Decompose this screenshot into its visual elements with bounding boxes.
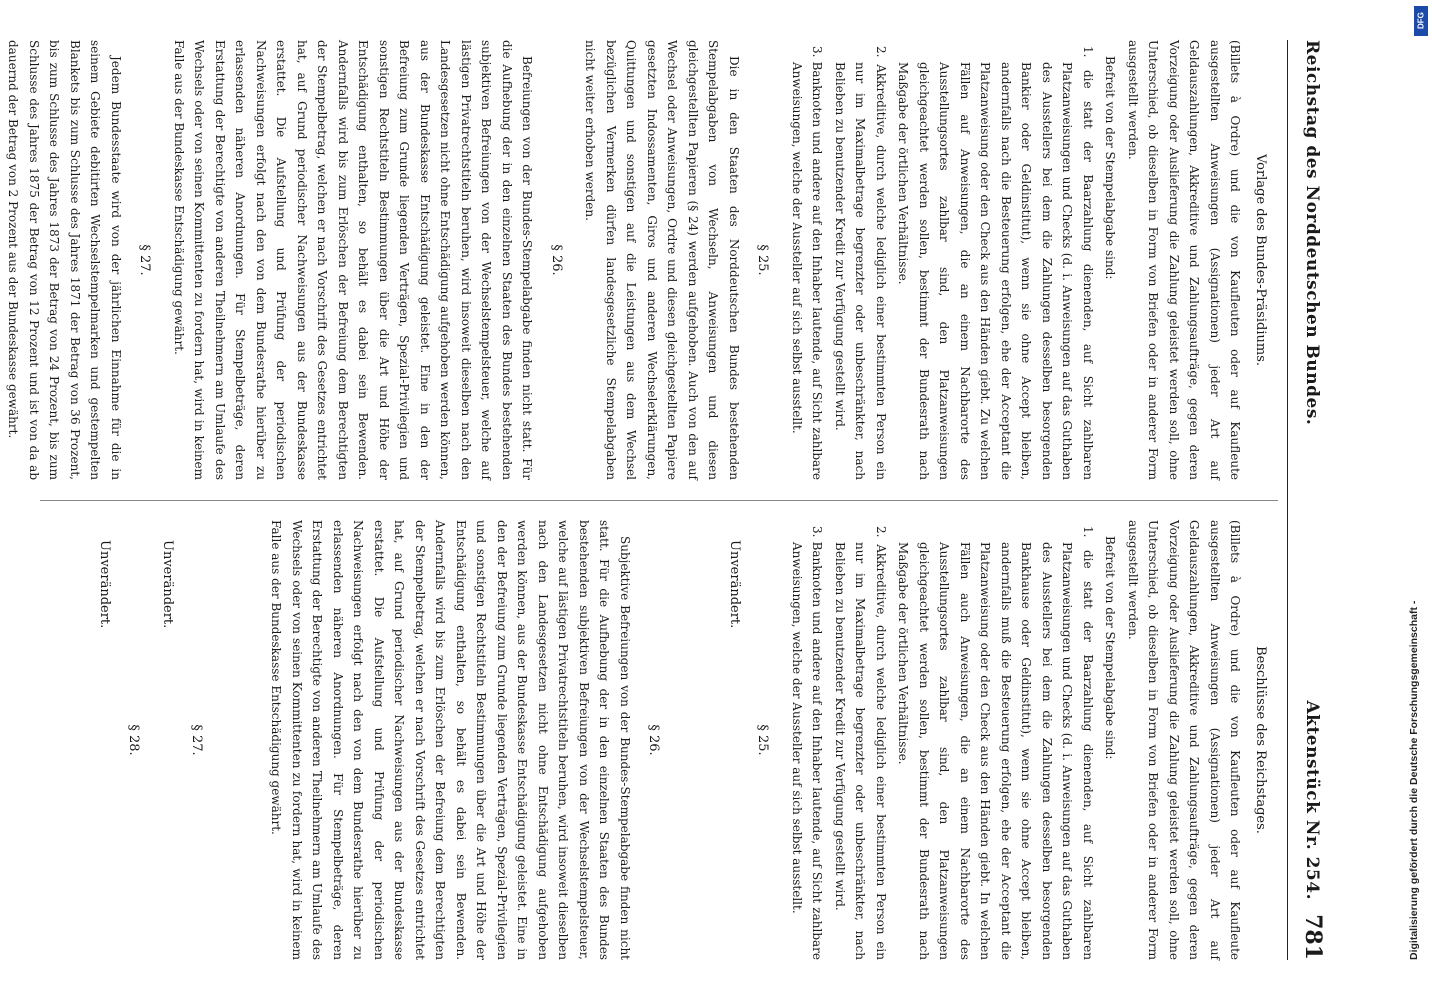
left-column bbox=[6, 40, 1270, 480]
section-heading: § 26. bbox=[646, 724, 662, 756]
dfg-logo: DFG bbox=[1414, 6, 1428, 36]
list-item: 2. Akkreditive, durch welche lediglich einer bestimmten Person ein nur im Maximalbetrage begrenzter oder unbeschränkter, nach Belieben zu benutzender Kredit zur Verfügung gestellt wird. bbox=[833, 526, 888, 960]
digitization-credit: Digitalisierung gefördert durch die Deutsche Forschungsgemeinschaft - bbox=[1408, 600, 1420, 960]
list-item: 3. Banknoten und andere auf den Inhaber lautende, auf Sicht zahlbare Anweisungen, welche der Aussteller auf sich selbst ausstellt. bbox=[790, 46, 825, 480]
running-title-right: Aktenstück Nr. 254. bbox=[1302, 700, 1322, 900]
section-heading: § 25. bbox=[755, 724, 771, 756]
unchanged-note: Unverändert. bbox=[160, 540, 176, 629]
section-heading: § 27. bbox=[189, 724, 204, 756]
section-heading: § 26. bbox=[549, 244, 564, 276]
paragraph: Befreit von der Stempelabgabe sind: bbox=[1103, 536, 1118, 760]
paragraph: (Billets à Ordre) und die von Kaufleuten oder auf Kaufleute ausgestellten Anweisungen (Assignationen) jeder Art auf Geldauszahlungen, Akkreditive und Zahlungsaufträge, gegen deren Vorzeigung oder Auslieferung die Zahlung geleistet werden soll, ohne Unterschied, ob dieselben in Form von Briefen oder in anderer Form ausgestellt werden. bbox=[1126, 40, 1243, 480]
section-text: Jedem Bundesstaate wird von der jährlichen Einnahme für die in seinem Gebiete debitirten Wechselstempelmarken und gestempelten Blankets bis zum Schlusse des Jahres 1871 der Betrag von 36 Prozent, bis zum Schlusse des Jahres 1873 der Betrag von 24 Prozent, bis zum Schlusse des Jahres 1875 der Betrag von 12 Prozent und ist von da ab dauernd der Betrag von 2 Prozent aus der Bundeskasse gewährt. bbox=[6, 40, 123, 480]
right-column bbox=[40, 520, 1270, 960]
section-heading: § 25. bbox=[755, 244, 771, 276]
unchanged-note: Unverändert. bbox=[97, 540, 113, 629]
section-text: Befreiungen von der Bundes-Stempelabgabe finden nicht statt. Für die Aufhebung der in den einzelnen Staaten des Bundes bestehenden subjektiven Befreiungen von der Wechselstempelsteuer, welche auf lästigen Privatrechtstiteln beruhen, wird insoweit dieselben nach den Landesgesetzen nicht ohne Entschädigung aufgehoben werden können, aus der Bundeskasse Entschädigung geleistet. Eine in den der Befreiung zum Grunde liegenden Verträgen, Spezial-Privilegien und sonstigen Rechtstiteln Bestimmungen über die Art und Höhe der Entschädigung enthalten, so behält es dabei sein Bewenden. Andernfalls wird bis zum Erlöschen der Befreiung dem Berechtigten der Stempelbetrag, welchen er nach Vorschrift des Gesetzes entrichtet hat, auf Grund periodischer Nachweisungen aus der Bundeskasse erstattet. Die Aufstellung und Prüfung der periodischen Nachweisungen erfolgt nach den von dem Bundesrathe hierüber zu erlassenden näheren Anordnungen. Für Stempelbeträge, deren Erstattung der Berechtigte von anderen Theilnehmern am Umlaufe des Wechsels oder von seinen Kommittenten zu fordern hat, wird in keinem Falle aus der Bundeskasse Entschädigung gewährt. bbox=[172, 40, 535, 480]
section-text: Die in den Staaten des Norddeutschen Bundes bestehenden Stempelabgaben von Wechseln, Anweisungen und diesen gleichgestellten Papieren (§ 24) werden aufgehoben. Auch von den auf Wechsel oder Anweisungen, Ordre und diesen gleichgestellten Papiere gesetzten Indossamenten, Giros und anderen Wechselerklärungen, Quittungen und sonstigen auf die Leistungen aus dem Wechsel bezüglichen Vermerken dürfen landesgesetzliche Stempelabgaben nicht weiter erhoben werden. bbox=[583, 40, 741, 480]
paragraph: (Billets à Ordre) und die von Kaufleuten oder auf Kaufleute ausgestellten Anweisungen (Assignationen) jeder Art auf Geldauszahlungen, Akkreditive und Zahlungsaufträge, gegen deren Vorzeigung oder Auslieferung die Zahlung geleistet werden soll, ohne Unterschied, ob dieselben in Form von Briefen oder in anderer Form ausgestellt werden. bbox=[1126, 520, 1243, 960]
list-item: 1. die statt der Baarzahlung dienenden, auf Sicht zahlbaren Platzanweisungen und Checks (d. i. Anweisungen auf das Guthaben des Ausstellers bei dem die Zahlungen desselben besorgenden Bankier oder Geldinstitut), wenn sie ohne Accept bleiben, andernfalls nach die Besteuerung erfolgen, ehe der Acceptant die Platzanweisung oder den Check aus den Händen giebt. Zu welchen Fällen auf Anweisungen, die an einem Nachbarorte des Ausstellungsortes zahlbar sind, den Platzanweisungen gleichgeachtet werden sollen, bestimmt der Bundesrath nach Maßgabe der örtlichen Verhältnisse. bbox=[896, 46, 1095, 480]
header-rule bbox=[1287, 40, 1288, 960]
column-heading: Beschlüsse des Reichstages. bbox=[1253, 646, 1268, 834]
column-heading: Vorlage des Bundes-Präsidiums. bbox=[1253, 153, 1268, 366]
unchanged-note: Unverändert. bbox=[727, 540, 742, 629]
section-heading: § 28. bbox=[126, 724, 141, 756]
running-title-left: Reichstag des Norddeutschen Bundes. bbox=[1302, 40, 1322, 426]
list-item: 3. Banknoten und andere auf den Inhaber lautende, auf Sicht zahlbare Anweisungen, welche der Aussteller auf sich selbst ausstellt. bbox=[790, 526, 825, 960]
page-number: 781 bbox=[1300, 914, 1326, 960]
column-divider bbox=[40, 500, 1278, 501]
page-header bbox=[1292, 40, 1326, 960]
section-heading: § 27. bbox=[137, 244, 153, 276]
paragraph: Befreit von der Stempelabgabe sind: bbox=[1103, 56, 1118, 280]
section-text: Subjektive Befreiungen von der Bundes-Stempelabgabe finden nicht statt. Für die Aufhebung der in den einzelnen Staaten des Bundes bestehenden subjektiven Befreiungen von der Wechselstempelsteuer, welche auf lästigen Privatrechtstiteln beruhen, wird insoweit dieselben nach den Landesgesetzen nicht ohne Entschädigung aufgehoben werden können, aus der Bundeskasse Entschädigung geleistet. Eine in den der Befreiung zum Grunde liegenden Verträgen, Spezial-Privilegien und sonstigen Rechtstiteln Bestimmungen über die Art und Höhe der Entschädigung enthalten, so behält es dabei sein Bewenden. Andernfalls wird bis zum Erlöschen der Befreiung dem Berechtigten der Stempelbetrag, welchen er nach Vorschrift des Gesetzes entrichtet hat, auf Grund periodischer Nachweisungen aus der Bundeskasse erstattet. Die Aufstellung und Prüfung der periodischen Nachweisungen erfolgt nach den von dem Bundesrathe hierüber zu erlassenden näheren Anordnungen. Für Stempelbeträge, deren Erstattung der Berechtigte von anderen Theilnehmern am Umlaufe des Wechsels oder von seinen Kommittenten zu fordern hat, wird in keinem Falle aus der Bundeskasse Entschädigung gewährt. bbox=[269, 520, 632, 960]
list-item: 2. Akkreditive, durch welche lediglich einer bestimmten Person ein nur im Maximalbetrage begrenzter oder unbeschränkter, nach Belieben zu benutzender Kredit zur Verfügung gestellt wird. bbox=[833, 46, 888, 480]
list-item: 1. die statt der Baarzahlung dienenden, auf Sicht zahlbaren Platzanweisungen und Checks (d. i. Anweisungen auf das Guthaben des Ausstellers bei dem die Zahlungen desselben besorgenden Bankhause oder Geldinstitut), wenn sie ohne Accept bleiben, andernfalls muß die Besteuerung erfolgen, ehe der Acceptant die Platzanweisung oder den Check aus den Händen giebt. In welchen Fällen auch Anweisungen, die an einem Nachbarorte des Ausstellungsortes zahlbar sind, den Platzanweisungen gleichgeachtet werden sollen, bestimmt der Bundesrath nach Maßgabe der örtlichen Verhältnisse. bbox=[896, 526, 1095, 960]
